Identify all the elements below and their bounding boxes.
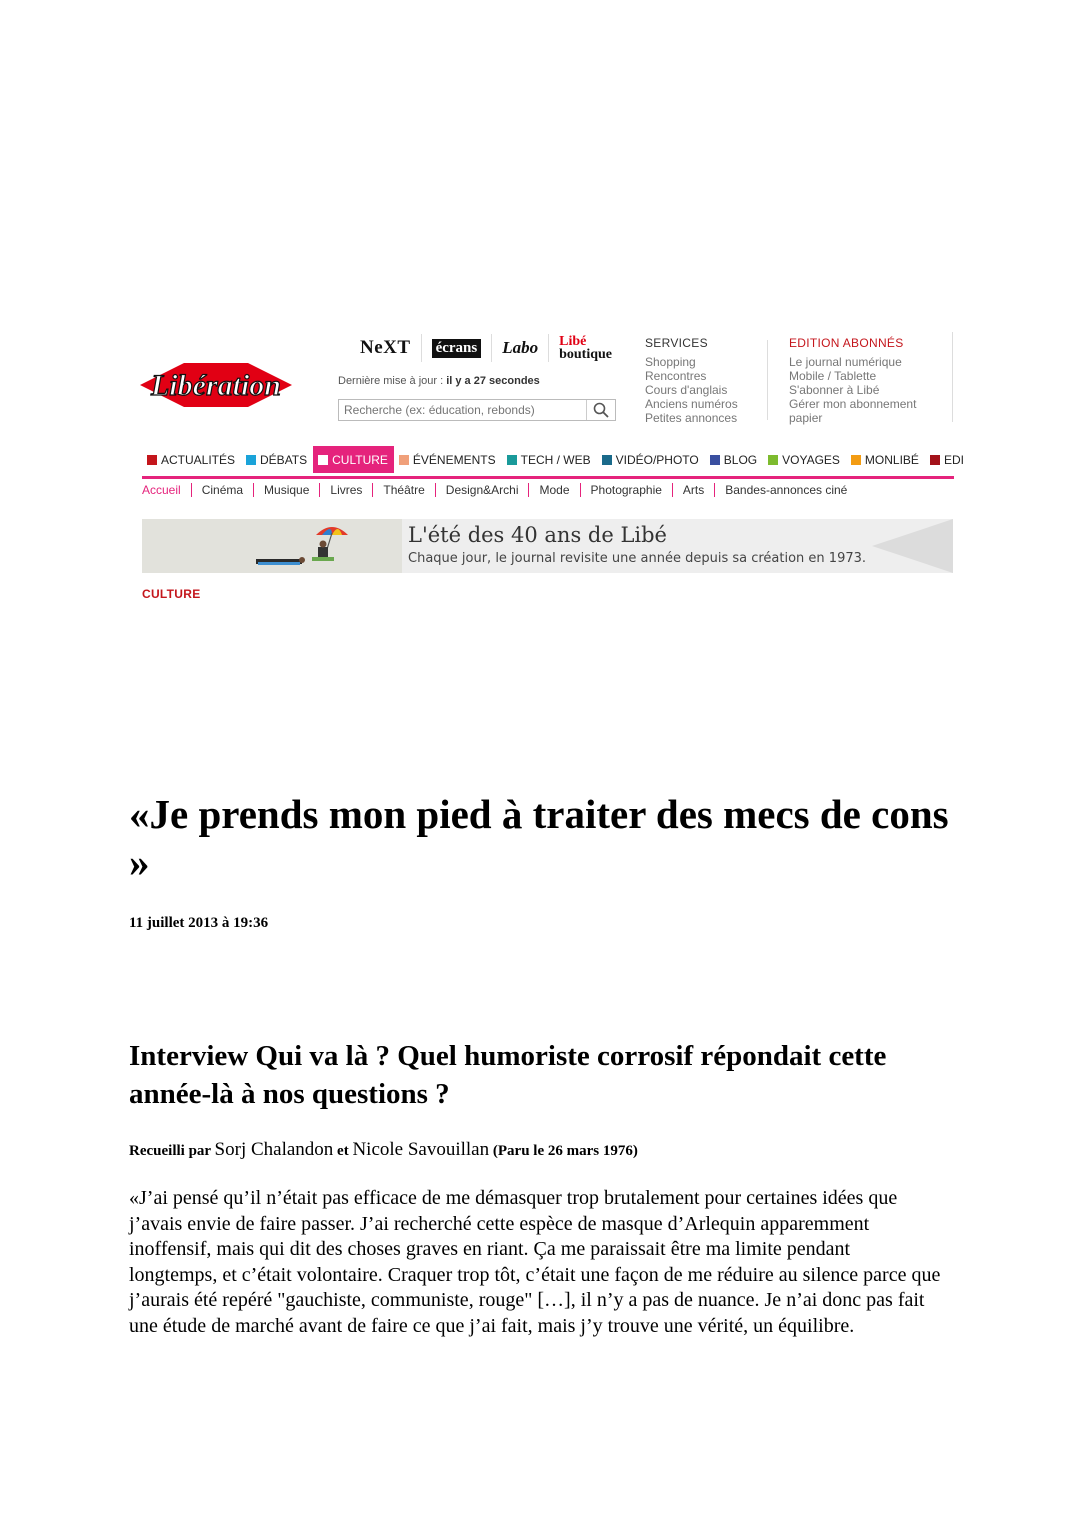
article-body: «J’ai pensé qu’il n’était pas efficace de me démasquer trop brutalement pour certaines idées que j’avais envie de faire passer. J’ai recherché cette espèce de masque d’Arlequin apparemment inoffensif, mais qui dit des choses graves en riant. Ça me paraissait être ma limite pendant longtemps, et c’était volontaire. Craquer trop tôt, c’était une façon de me réduire au silence parce que j’aurais été repéré "gauchiste, communiste, rouge" […], il n’y a pas de nuance. Je n’ai donc pas fait une étude de marché avant de faire ce que j’ai fait, mais j’y trouve une vérité, un équilibre.	[129, 1187, 941, 1337]
subnav-musique[interactable]: Musique	[253, 483, 319, 497]
search-box	[338, 399, 616, 421]
byline-publication: (Paru le 26 mars 1976)	[492, 1143, 638, 1159]
subnav-bandes-annonces[interactable]: Bandes-annonces ciné	[714, 483, 857, 497]
subnav-photographie[interactable]: Photographie	[580, 483, 672, 497]
column-divider-right	[952, 332, 953, 422]
site-labo-label: Labo	[502, 338, 539, 357]
nav-color-square	[930, 455, 940, 465]
nav-label: CULTURE	[332, 452, 388, 467]
site-link-ecrans[interactable]	[422, 334, 493, 362]
banner-title: L'été des 40 ans de Libé	[408, 523, 667, 547]
nav-label: ACTUALITÉS	[161, 452, 236, 467]
nav-actualites[interactable]	[142, 446, 241, 473]
services-column	[645, 336, 755, 425]
nav-color-square	[318, 455, 328, 465]
search-button[interactable]	[586, 400, 615, 420]
nav-label: VOYAGES	[782, 452, 840, 467]
site-next-label: NeXT	[360, 337, 411, 358]
edition-link-gerer[interactable]: Gérer mon abonnement	[789, 397, 917, 411]
nav-label: EDI	[943, 452, 964, 467]
services-heading: SERVICES	[645, 336, 708, 350]
nav-label: ÉVÉNEMENTS	[412, 452, 496, 467]
nav-label: BLOG	[723, 452, 758, 467]
nav-color-square	[246, 455, 256, 465]
article-subtitle: Interview Qui va là ? Quel humoriste corrosif répondait cette année-là à nos questions ?	[129, 1040, 887, 1110]
nav-culture[interactable]	[313, 446, 394, 473]
section-label[interactable]: CULTURE	[142, 587, 201, 601]
nav-color-square	[710, 455, 720, 465]
subnav-livres[interactable]: Livres	[319, 483, 372, 497]
byline-prefix: Recueilli par	[129, 1143, 211, 1159]
article-title: «Je prends mon pied à traiter des mecs de cons »	[129, 791, 949, 885]
article-byline	[129, 1139, 638, 1161]
nav-label: DÉBATS	[260, 452, 308, 467]
services-link-petites-annonces[interactable]: Petites annonces	[645, 411, 738, 425]
site-link-next[interactable]	[350, 334, 422, 362]
subnav-arts[interactable]: Arts	[672, 483, 714, 497]
article-date: 11 juillet 2013 à 19:36	[129, 915, 269, 931]
edition-heading: EDITION ABONNÉS	[789, 336, 904, 350]
nav-label: MONLIBÉ	[864, 452, 919, 467]
subnav-accueil[interactable]: Accueil	[142, 483, 181, 497]
nav-debats[interactable]	[241, 446, 313, 473]
nav-color-square	[851, 455, 861, 465]
subnav-mode[interactable]: Mode	[528, 483, 579, 497]
liberation-logo[interactable]	[140, 357, 292, 413]
main-nav	[142, 446, 964, 479]
search-input[interactable]	[339, 400, 586, 420]
nav-color-square	[768, 455, 778, 465]
partner-sites	[350, 333, 622, 363]
nav-color-square	[147, 455, 157, 465]
nav-monlibe[interactable]	[846, 446, 925, 473]
nav-label: VIDÉO/PHOTO	[615, 452, 699, 467]
site-ecrans-label: écrans	[432, 339, 482, 358]
column-divider	[767, 340, 768, 420]
edition-link-abonner[interactable]: S'abonner à Libé	[789, 383, 880, 397]
services-link-rencontres[interactable]: Rencontres	[645, 369, 707, 383]
nav-color-square	[602, 455, 612, 465]
nav-edition[interactable]	[925, 446, 970, 473]
search-icon	[593, 402, 609, 418]
byline-author-2[interactable]: Nicole Savouillan	[352, 1139, 490, 1160]
edition-link-mobile[interactable]: Mobile / Tablette	[789, 369, 877, 383]
nav-voyages[interactable]	[763, 446, 846, 473]
logo-text: Libération	[150, 369, 282, 402]
nav-blog[interactable]	[705, 446, 763, 473]
services-link-cours-anglais[interactable]: Cours d'anglais	[645, 383, 728, 397]
last-update-label: Dernière mise à jour :	[338, 375, 444, 387]
nav-evenements[interactable]	[394, 446, 502, 473]
subnav-cinema[interactable]: Cinéma	[191, 483, 253, 497]
site-boutique-label: boutique	[559, 347, 613, 362]
byline-conjunction: et	[337, 1143, 349, 1159]
nav-video-photo[interactable]	[597, 446, 705, 473]
byline-author-1[interactable]: Sorj Chalandon	[214, 1139, 334, 1160]
services-link-anciens-numeros[interactable]: Anciens numéros	[645, 397, 738, 411]
last-update	[338, 375, 540, 387]
nav-color-square	[507, 455, 517, 465]
nav-tech-web[interactable]	[502, 446, 597, 473]
nav-label: TECH / WEB	[520, 452, 591, 467]
culture-subnav	[142, 483, 857, 497]
subnav-theatre[interactable]: Théâtre	[372, 483, 434, 497]
edition-column	[789, 336, 939, 425]
services-link-shopping[interactable]: Shopping	[645, 355, 696, 369]
anniversary-banner[interactable]	[142, 519, 953, 573]
site-link-labo[interactable]	[492, 334, 549, 362]
nav-color-square	[399, 455, 409, 465]
edition-link-journal[interactable]: Le journal numérique	[789, 355, 902, 369]
site-link-boutique[interactable]	[549, 334, 622, 362]
edition-link-papier[interactable]: papier	[789, 411, 823, 425]
site-boutique-brand: Libé	[559, 334, 587, 349]
last-update-value: il y a 27 secondes	[446, 375, 540, 387]
subnav-design-archi[interactable]: Design&Archi	[435, 483, 529, 497]
banner-subtitle: Chaque jour, le journal revisite une année depuis sa création en 1973.	[408, 551, 867, 566]
